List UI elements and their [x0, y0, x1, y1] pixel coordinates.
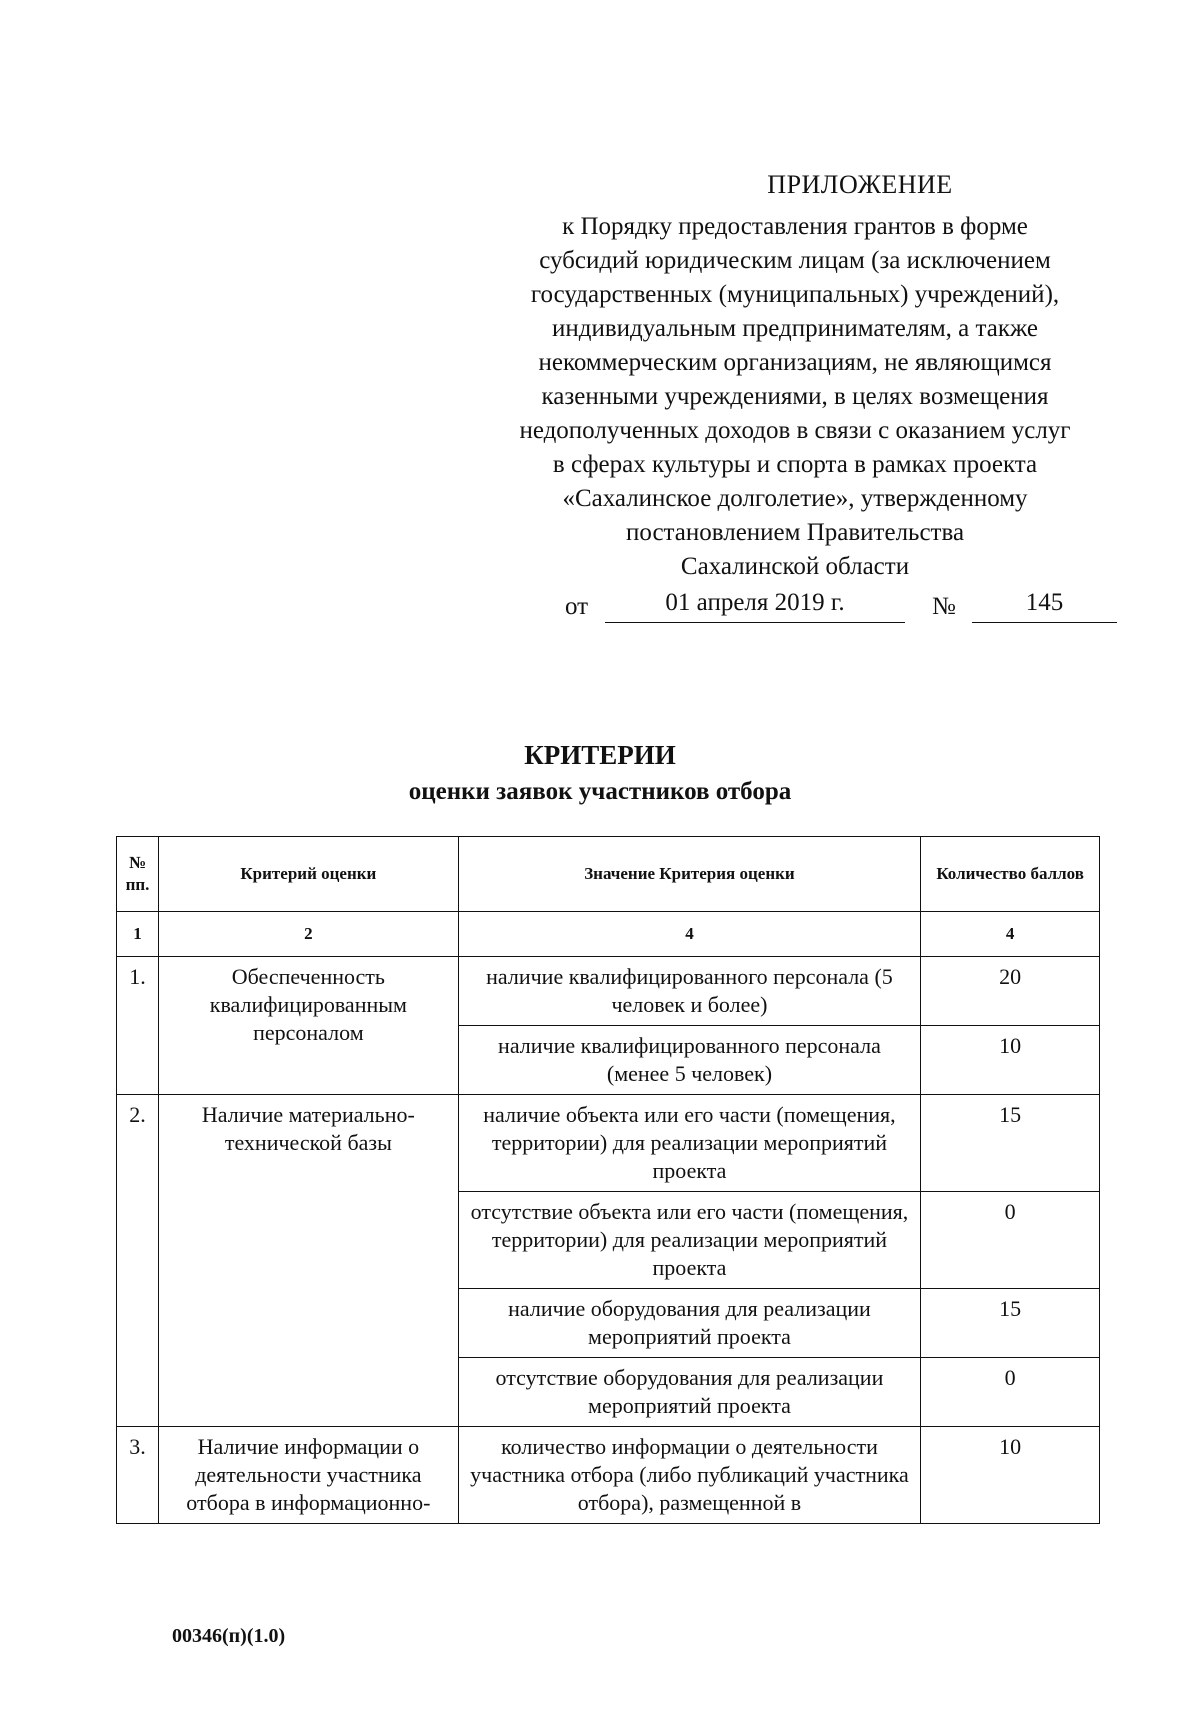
date-number-row	[470, 586, 1120, 626]
value-cell: количество информации о деятельности участника отбора (либо публикаций участника отбора), размещенной в	[458, 1427, 921, 1524]
document-code: 00346(п)(1.0)	[172, 1625, 286, 1647]
index-cell: 4	[921, 912, 1100, 957]
points-cell: 15	[921, 1095, 1100, 1192]
table-row	[117, 957, 1100, 1026]
appendix-title: ПРИЛОЖЕНИЕ	[767, 170, 953, 199]
value-cell: отсутствие объекта или его части (помещения, территории) для реализации мероприятий проекта	[458, 1192, 921, 1289]
appendix-line: субсидий юридическим лицам (за исключением	[539, 247, 1051, 274]
criterion-cell: Обеспеченность квалифицированным персоналом	[159, 957, 459, 1095]
appendix-line: «Сахалинское долголетие», утвержденному	[562, 485, 1028, 512]
value-cell: наличие оборудования для реализации мероприятий проекта	[458, 1289, 921, 1358]
index-cell: 1	[117, 912, 159, 957]
index-cell: 4	[458, 912, 921, 957]
document-subtitle: оценки заявок участников отбора	[408, 778, 792, 805]
appendix-line: постановлением Правительства	[625, 519, 965, 546]
appendix-line: недополученных доходов в связи с оказанием услуг	[519, 417, 1071, 444]
table-row	[117, 1427, 1100, 1524]
appendix-line: к Порядку предоставления грантов в форме	[562, 213, 1028, 240]
value-cell: отсутствие оборудования для реализации мероприятий проекта	[458, 1358, 921, 1427]
document-title: КРИТЕРИИ	[524, 740, 676, 770]
appendix-line: государственных (муниципальных) учреждений),	[530, 281, 1060, 308]
value-cell: наличие квалифицированного персонала (менее 5 человек)	[458, 1026, 921, 1095]
appendix-block	[470, 168, 1120, 626]
number-prefix: №	[932, 593, 956, 620]
row-number: 3.	[117, 1427, 159, 1524]
table-index-row	[117, 912, 1100, 957]
header-points: Количество баллов	[921, 837, 1100, 912]
row-number: 2.	[117, 1095, 159, 1427]
table-row	[117, 1095, 1100, 1192]
points-cell: 20	[921, 957, 1100, 1026]
decree-date: 01 апреля 2019 г.	[605, 586, 905, 623]
appendix-line: Сахалинской области	[680, 553, 910, 580]
points-cell: 10	[921, 1026, 1100, 1095]
points-cell: 15	[921, 1289, 1100, 1358]
value-cell: наличие квалифицированного персонала (5 человек и более)	[458, 957, 921, 1026]
points-cell: 0	[921, 1192, 1100, 1289]
appendix-line: в сферах культуры и спорта в рамках проекта	[552, 451, 1038, 478]
decree-number: 145	[972, 586, 1117, 623]
criteria-table	[116, 836, 1100, 1524]
header-num: № пп.	[117, 837, 159, 912]
appendix-line: некоммерческим организациям, не являющимся	[538, 349, 1052, 376]
index-cell: 2	[159, 912, 459, 957]
points-cell: 0	[921, 1358, 1100, 1427]
appendix-line: казенными учреждениями, в целях возмещения	[541, 383, 1049, 410]
criterion-cell: Наличие материально-технической базы	[159, 1095, 459, 1427]
value-cell: наличие объекта или его части (помещения, территории) для реализации мероприятий проекта	[458, 1095, 921, 1192]
row-number: 1.	[117, 957, 159, 1095]
appendix-line: индивидуальным предпринимателям, а также	[551, 315, 1039, 342]
criterion-cell: Наличие информации о деятельности участника отбора в информационно-	[159, 1427, 459, 1524]
header-criterion: Критерий оценки	[159, 837, 459, 912]
points-cell: 10	[921, 1427, 1100, 1524]
date-prefix: от	[565, 593, 589, 620]
table-header-row	[117, 837, 1100, 912]
header-value: Значение Критерия оценки	[458, 837, 921, 912]
